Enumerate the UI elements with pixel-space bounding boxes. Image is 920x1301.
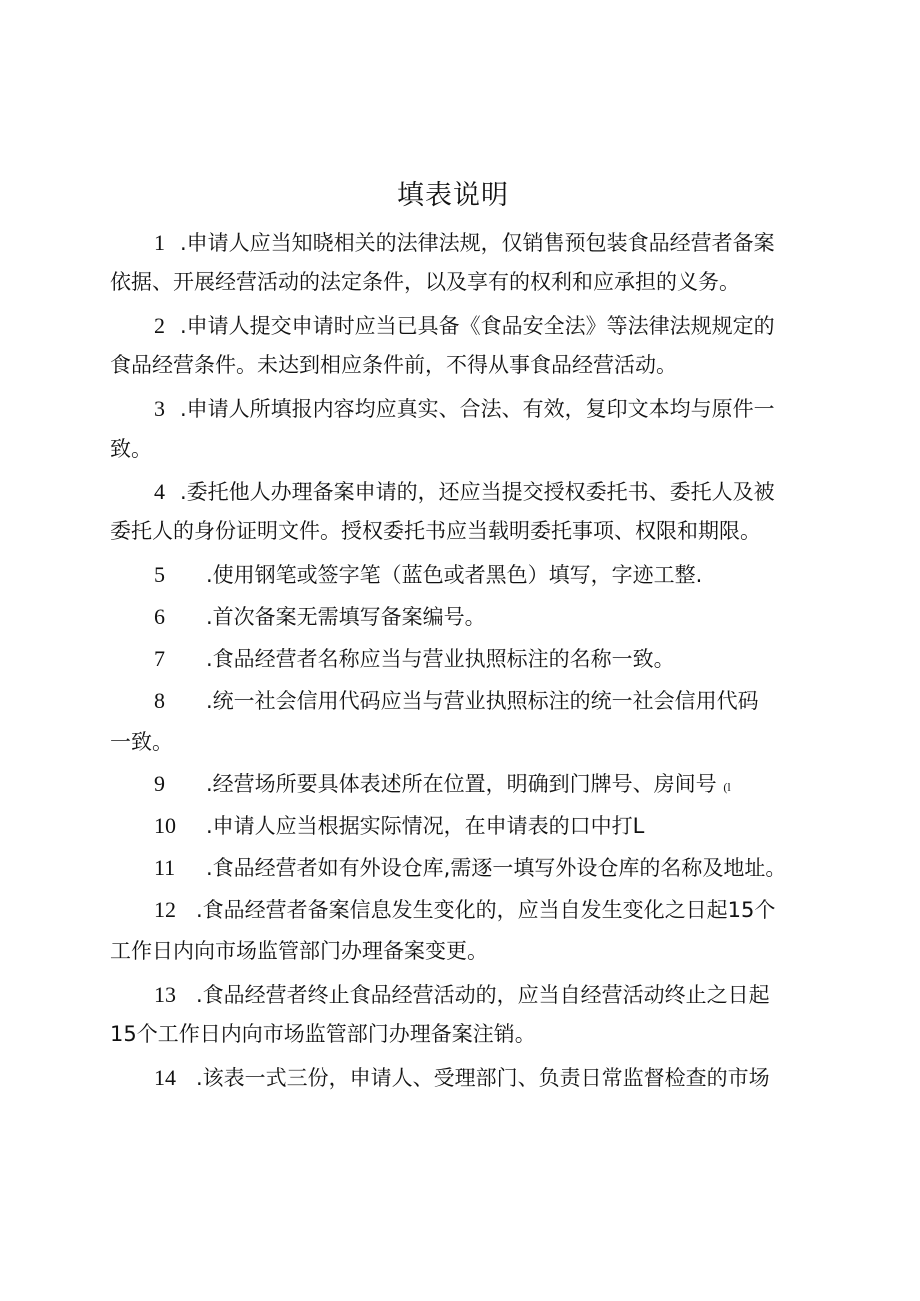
item-13-line-2: 15个工作日内向市场监管部门办理备案注销。 xyxy=(110,1022,536,1046)
item-7-number: 7 xyxy=(154,646,165,671)
item-12-line-1 xyxy=(154,895,775,925)
item-4-text-1: .委托他人办理备案申请的，还应当提交授权委托书、委托人及被 xyxy=(180,480,775,504)
item-12-text-1: .食品经营者备案信息发生变化的，应当自发生变化之日起15个 xyxy=(196,898,776,922)
item-3-number: 3 xyxy=(154,396,165,421)
item-4-line-1 xyxy=(154,477,775,507)
item-12-number: 12 xyxy=(154,897,176,922)
item-4-number: 4 xyxy=(154,479,165,504)
item-6-line-1 xyxy=(154,602,486,632)
item-1-number: 1 xyxy=(154,230,165,255)
item-10-line-1 xyxy=(154,811,644,841)
item-7-line-1 xyxy=(154,644,675,674)
item-14-line-1 xyxy=(154,1063,770,1093)
page-title: 填表说明 xyxy=(397,180,509,211)
item-6-number: 6 xyxy=(154,604,165,629)
item-7-text-1: .食品经营者名称应当与营业执照标注的名称一致。 xyxy=(206,647,675,671)
item-2-line-1 xyxy=(154,311,775,341)
item-11-line-1 xyxy=(154,853,786,883)
item-13-number: 13 xyxy=(154,982,176,1007)
item-8-line-2: 一致。 xyxy=(110,730,173,754)
item-1-line-2: 依据、开展经营活动的法定条件，以及享有的权利和应承担的义务。 xyxy=(110,270,740,294)
item-14-text-1: .该表一式三份，申请人、受理部门、负责日常监督检查的市场 xyxy=(196,1066,770,1090)
item-14-number: 14 xyxy=(154,1065,176,1090)
item-2-number: 2 xyxy=(154,313,165,338)
item-8-line-1 xyxy=(154,686,759,716)
item-2-line-2: 食品经营条件。未达到相应条件前，不得从事食品经营活动。 xyxy=(110,353,677,377)
item-10-text-1: .申请人应当根据实际情况，在申请表的口中打L xyxy=(206,814,645,838)
item-5-text-1: .使用钢笔或签字笔（蓝色或者黑色）填写，字迹工整. xyxy=(206,563,703,587)
item-8-text-1: .统一社会信用代码应当与营业执照标注的统一社会信用代码 xyxy=(206,689,759,713)
item-5-line-1 xyxy=(154,560,702,590)
item-3-line-1 xyxy=(154,394,775,424)
item-9-number: 9 xyxy=(154,771,165,796)
item-2-text-1: .申请人提交申请时应当已具备《食品安全法》等法律法规规定的 xyxy=(180,314,775,338)
item-3-line-2: 致。 xyxy=(110,437,152,461)
item-4-line-2: 委托人的身份证明文件。授权委托书应当载明委托事项、权限和期限。 xyxy=(110,519,761,543)
item-9-text-1: .经营场所要具体表述所在位置，明确到门牌号、房间号 xyxy=(206,772,717,796)
item-5-number: 5 xyxy=(154,562,165,587)
item-12-line-2: 工作日内向市场监管部门办理备案变更。 xyxy=(110,939,488,963)
item-9-line-1 xyxy=(154,769,731,802)
item-11-text-1: .食品经营者如有外设仓库,需逐一填写外设仓库的名称及地址。 xyxy=(206,856,787,880)
item-13-line-1 xyxy=(154,980,770,1010)
item-11-number: 11 xyxy=(154,855,176,880)
item-8-number: 8 xyxy=(154,688,165,713)
item-1-text-1: .申请人应当知晓相关的法律法规，仅销售预包装食品经营者备案 xyxy=(180,231,775,255)
item-3-text-1: .申请人所填报内容均应真实、合法、有效，复印文本均与原件一 xyxy=(180,397,775,421)
item-6-text-1: .首次备案无需填写备案编号。 xyxy=(206,605,486,629)
item-9-tail-mark: (l xyxy=(723,780,731,794)
item-13-text-1: .食品经营者终止食品经营活动的，应当自经营活动终止之日起 xyxy=(196,983,770,1007)
item-1-line-1 xyxy=(154,228,775,258)
item-10-number: 10 xyxy=(154,813,176,838)
